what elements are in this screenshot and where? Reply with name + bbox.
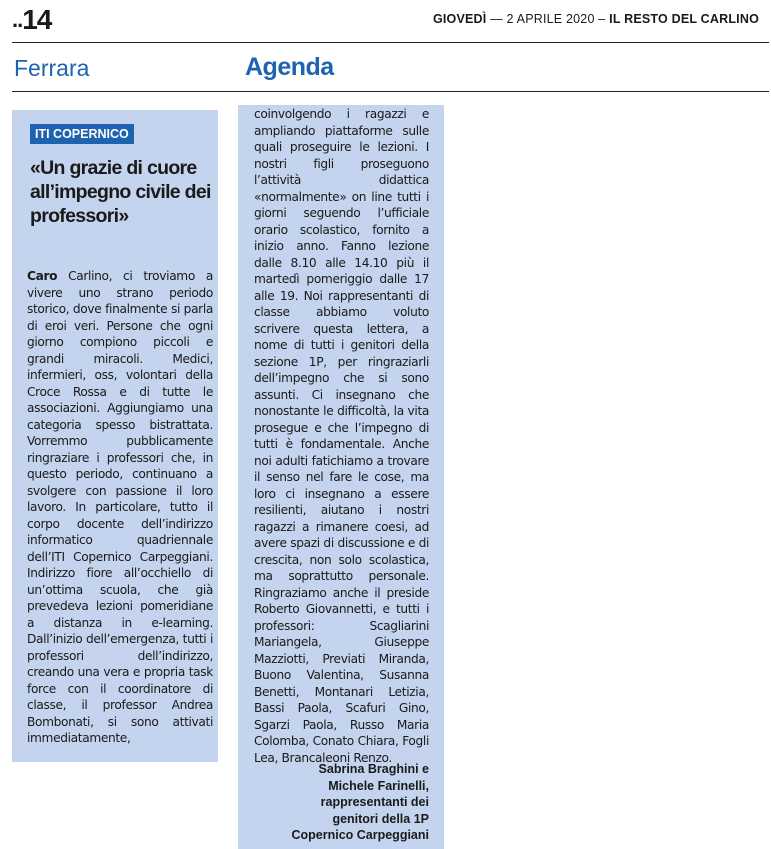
article-column-2 <box>238 105 444 849</box>
section-rule <box>12 91 769 92</box>
article-signature <box>254 761 429 844</box>
page-number <box>12 4 51 36</box>
article-body-column-1 <box>27 268 213 747</box>
article-tag: ITI COPERNICO <box>30 124 134 144</box>
signature-line: genitori della 1P <box>332 811 429 826</box>
article-headline: «Un grazie di cuore all’impegno civile dei professori» <box>30 157 211 227</box>
rubric-title: Agenda <box>245 53 334 81</box>
signature-line: rappresentanti dei <box>320 795 429 809</box>
issue-dash-2: – <box>598 12 606 26</box>
newspaper-name: IL RESTO DEL CARLINO <box>609 12 759 26</box>
page-number-dots: .. <box>12 7 23 32</box>
article-text-column-1: Carlino, ci troviamo a vivere uno strano periodo storico, dove finalmente si parla di eroi veri. Persone che ogni giorno compiono piccoli e grandi miracoli. Medici, infermieri, oss, volontari della Croce Rossa e di tutte le associazioni. Aggiungiamo una categoria spesso bistrattata. Vorremmo pubblicamente ringraziare i professori che, in questo periodo, continuano a svolgere con passione il loro lavoro. In particolare, tutto il corpo docente dell’indirizzo informatico quadriennale dell’ITI Copernico Carpeggiani. Indirizzo fiore all’occhiello di un’ottima scuola, che già prevedeva lezioni pomeridiane a distanza in e-learning. Dall’inizio dell’emergenza, tutti i professori dell’indirizzo, creando una vera e propria task force con il coordinatore di classe, il professor Andrea Bombonati, si sono attivati immediatamente, <box>27 269 213 745</box>
article-body-column-2: coinvolgendo i ragazzi e ampliando piattaforme sulle quali proseguire le lezioni. I nostri figli proseguono l’attività didattica «normalmente» on line tutti i giorni seguendo l’ufficiale orario scolastico, fornito a inizio anno. Fanno lezione dalle 8.10 alle 14.10 più il martedì pomeriggio dalle 17 alle 19. Noi rappresentanti di classe abbiamo voluto scrivere questa lettera, a nome di tutti i genitori della sezione 1P, per ringraziarli dell’impegno che si sono assunti. Ci insegnano che nonostante le difficoltà, la vita prosegue e che l’impegno di tutti è fondamentale. Anche noi adulti fatichiamo a trovare il senso nel fare le cose, ma loro ci insegnano a essere resilienti, aiutano i nostri ragazzi a rimanere coesi, ad avere spazi di discussione e di crescita, non solo scolastica, ma soprattutto personale. Ringraziamo anche il preside Roberto Giovannetti, e tutti i professori: Scagliarini Mariangela, Giuseppe Mazziotti, Previati Miranda, Buono Valentina, Susanna Benetti, Montanari Letizia, Bassi Paola, Scafuri Gino, Sgarzi Paola, Russo Maria Colomba, Conato Chiara, Fogli Lea, Brancaleoni Renzo. <box>254 107 429 765</box>
issue-day: GIOVEDÌ <box>432 12 487 26</box>
article-column-1 <box>12 110 218 762</box>
section-name: Ferrara <box>14 55 90 81</box>
issue-dash-1: — <box>490 12 503 26</box>
signature-line: Sabrina Braghini e <box>318 762 429 776</box>
header-rule <box>12 42 769 43</box>
issue-header <box>433 12 759 26</box>
page-number-value: 14 <box>22 4 52 35</box>
signature-line: Copernico Carpeggiani <box>291 828 429 842</box>
signature-line: Michele Farinelli, <box>328 778 429 793</box>
article-lead-word: Caro <box>27 269 58 283</box>
issue-date: 2 APRILE 2020 <box>506 12 595 26</box>
